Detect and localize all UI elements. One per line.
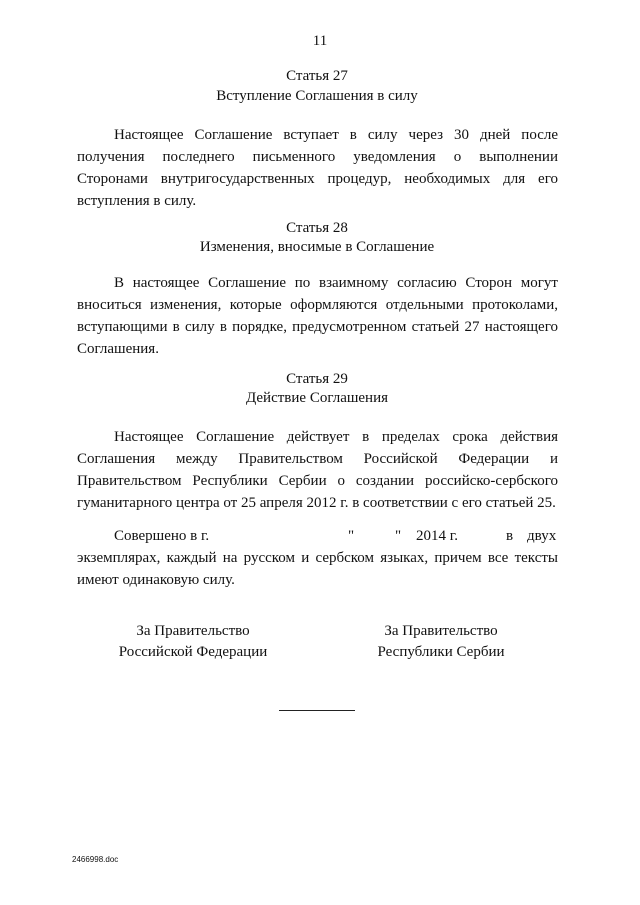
article-27-text: Настоящее Соглашение вступает в силу через 30 дней после получения последнего письменного уведомления о выполнении Сторонами внутригосударственных процедур, необходимых для его вступления в силу. bbox=[77, 127, 558, 209]
signature-russia-line2: Российской Федерации bbox=[118, 644, 268, 660]
signature-block-serbia bbox=[321, 621, 561, 663]
article-28-text: В настоящее Соглашение по взаимному согласию Сторон могут вноситься изменения, которые оформляются отдельными протоколами, вступающими в силу в порядке, предусмотренном статьей 27 настоящего Соглашения. bbox=[77, 275, 558, 357]
end-rule bbox=[279, 710, 355, 711]
closing-quote-open: " bbox=[348, 528, 355, 544]
signature-block-russia bbox=[73, 621, 313, 663]
article-27-number: Статья 27 bbox=[286, 68, 348, 84]
page-number: 11 bbox=[312, 33, 328, 49]
article-29-title: Действие Соглашения bbox=[245, 390, 389, 406]
closing-quote-close: " bbox=[395, 528, 402, 544]
closing-first-line bbox=[77, 525, 558, 547]
article-27-title: Вступление Соглашения в силу bbox=[216, 88, 418, 104]
signature-russia-line1: За Правительство bbox=[136, 623, 250, 639]
article-28-title: Изменения, вносимые в Соглашение bbox=[199, 239, 435, 255]
closing-word-two: двух bbox=[527, 528, 557, 544]
article-29-number: Статья 29 bbox=[286, 371, 348, 387]
signature-serbia-line2: Республики Сербии bbox=[377, 644, 505, 660]
closing-rest-text: экземплярах, каждый на русском и сербском языках, причем все тексты имеют одинаковую силу. bbox=[77, 550, 558, 588]
closing-year: 2014 г. bbox=[416, 528, 458, 544]
article-28-number: Статья 28 bbox=[286, 220, 348, 236]
footer-filename: 2466998.doc bbox=[72, 855, 119, 864]
article-29-text: Настоящее Соглашение действует в пределах срока действия Соглашения между Правительством Российской Федерации и Правительством Республики Сербии о создании российско-сербского гуманитарного центра от 25 апреля 2012 г. в соответствии с его статьей 25. bbox=[77, 429, 558, 511]
closing-word-in: в bbox=[506, 528, 514, 544]
closing-done-at: Совершено в г. bbox=[114, 528, 210, 544]
signature-serbia-line1: За Правительство bbox=[384, 623, 498, 639]
